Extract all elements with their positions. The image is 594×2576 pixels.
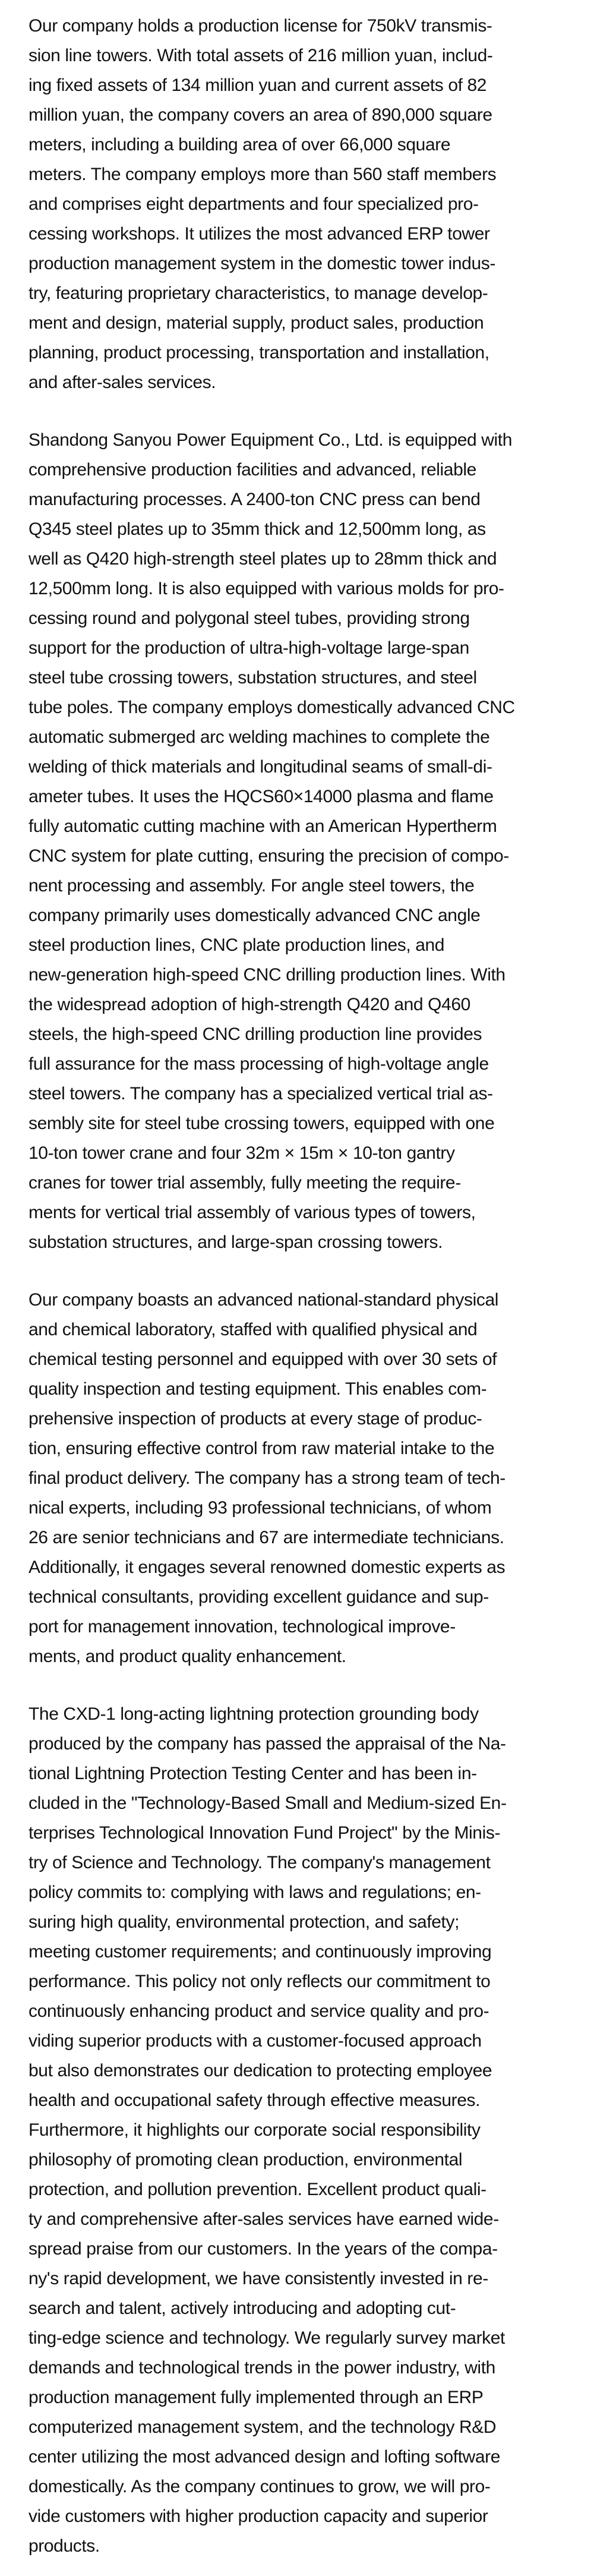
document-text <box>29 11 574 2561</box>
text-line: steel production lines, CNC plate production lines, and <box>29 935 445 955</box>
text-line: demands and technological trends in the power industry, with <box>29 2358 495 2378</box>
text-line: port for management innovation, technological improve- <box>29 1617 456 1637</box>
text-line: ment and design, material supply, product sales, production <box>29 313 484 333</box>
text-line: Our company boasts an advanced national-standard physical <box>29 1290 499 1310</box>
text-line: nical experts, including 93 professional technicians, of whom <box>29 1498 492 1518</box>
text-line: 26 are senior technicians and 67 are intermediate technicians. <box>29 1528 504 1547</box>
text-line: substation structures, and large-span crossing towers. <box>29 1232 443 1252</box>
text-line: ting-edge science and technology. We regularly survey market <box>29 2328 505 2348</box>
text-line: continuously enhancing product and service quality and pro- <box>29 2001 489 2021</box>
text-line: production management system in the domestic tower indus- <box>29 254 495 273</box>
text-line: policy commits to: complying with laws and regulations; en- <box>29 1883 481 1902</box>
text-line: cluded in the "Technology-Based Small and Medium-sized En- <box>29 1793 507 1813</box>
text-line: and after-sales services. <box>29 373 216 392</box>
text-line: meters, including a building area of over 66,000 square <box>29 135 451 155</box>
text-line: Our company holds a production license for 750kV transmis- <box>29 16 492 36</box>
text-line: spread praise from our customers. In the years of the compa- <box>29 2239 498 2259</box>
text-line: Q345 steel plates up to 35mm thick and 12,500mm long, as <box>29 519 486 539</box>
text-line: sion line towers. With total assets of 216 million yuan, includ- <box>29 46 493 65</box>
text-line: 10-ton tower crane and four 32m × 15m × 10-ton gantry <box>29 1143 455 1163</box>
paragraph <box>29 1285 574 1672</box>
text-line: ty and comprehensive after-sales services have earned wide- <box>29 2209 499 2229</box>
text-line: production management fully implemented through an ERP <box>29 2388 484 2407</box>
text-line: steels, the high-speed CNC drilling production line provides <box>29 1024 482 1044</box>
text-line: sembly site for steel tube crossing towers, equipped with one <box>29 1114 495 1133</box>
text-line: viding superior products with a customer-focused approach <box>29 2031 482 2051</box>
text-line: welding of thick materials and longitudinal seams of small-di- <box>29 757 492 777</box>
text-line: final product delivery. The company has a strong team of tech- <box>29 1468 505 1488</box>
text-line: ments for vertical trial assembly of various types of towers, <box>29 1203 476 1222</box>
text-line: suring high quality, environmental protection, and safety; <box>29 1912 460 1932</box>
text-line: steel tube crossing towers, substation structures, and steel <box>29 668 477 688</box>
text-line: Additionally, it engages several renowned domestic experts as <box>29 1557 505 1577</box>
text-line: comprehensive production facilities and advanced, reliable <box>29 460 476 480</box>
text-line: planning, product processing, transportation and installation, <box>29 343 489 362</box>
paragraph <box>29 11 574 398</box>
text-line: full assurance for the mass processing of high-voltage angle <box>29 1054 489 1074</box>
text-line: automatic submerged arc welding machines to complete the <box>29 727 490 747</box>
text-line: philosophy of promoting clean production, environmental <box>29 2150 463 2170</box>
text-line: ing fixed assets of 134 million yuan and current assets of 82 <box>29 75 487 95</box>
text-line: ny's rapid development, we have consistently invested in re- <box>29 2269 488 2288</box>
text-line: and comprises eight departments and four specialized pro- <box>29 194 479 214</box>
text-line: ments, and product quality enhancement. <box>29 1647 346 1666</box>
text-line: million yuan, the company covers an area of 890,000 square <box>29 105 492 125</box>
text-line: new-generation high-speed CNC drilling production lines. With <box>29 965 505 985</box>
text-line: vide customers with higher production capacity and superior <box>29 2506 488 2526</box>
text-line: fully automatic cutting machine with an American Hypertherm <box>29 816 497 836</box>
text-line: center utilizing the most advanced design and lofting software <box>29 2447 501 2467</box>
paragraph <box>29 1700 574 2561</box>
text-line: health and occupational safety through effective measures. <box>29 2091 481 2110</box>
text-line: search and talent, actively introducing and adopting cut- <box>29 2298 456 2318</box>
text-line: Shandong Sanyou Power Equipment Co., Ltd. is equipped with <box>29 430 513 450</box>
text-line: tion, ensuring effective control from raw material intake to the <box>29 1439 495 1458</box>
text-line: chemical testing personnel and equipped with over 30 sets of <box>29 1350 497 1369</box>
text-line: nent processing and assembly. For angle steel towers, the <box>29 876 475 896</box>
text-line: CNC system for plate cutting, ensuring the precision of compo- <box>29 846 509 866</box>
text-line: meters. The company employs more than 560 staff members <box>29 165 497 184</box>
text-line: steel towers. The company has a specialized vertical trial as- <box>29 1084 493 1103</box>
text-line: terprises Technological Innovation Fund Project" by the Minis- <box>29 1823 501 1843</box>
text-line: tube poles. The company employs domestically advanced CNC <box>29 698 515 717</box>
text-line: the widespread adoption of high-strength Q420 and Q460 <box>29 995 470 1014</box>
text-line: Furthermore, it highlights our corporate social responsibility <box>29 2120 481 2140</box>
text-line: well as Q420 high-strength steel plates up to 28mm thick and <box>29 549 497 569</box>
text-line: technical consultants, providing excellent guidance and sup- <box>29 1587 489 1607</box>
text-line: support for the production of ultra-high-voltage large-span <box>29 638 469 658</box>
text-line: tional Lightning Protection Testing Center and has been in- <box>29 1764 477 1783</box>
text-line: quality inspection and testing equipment. This enables com- <box>29 1379 487 1399</box>
text-line: 12,500mm long. It is also equipped with various molds for pro- <box>29 579 504 598</box>
text-line: company primarily uses domestically advanced CNC angle <box>29 906 481 925</box>
text-line: computerized management system, and the technology R&D <box>29 2417 497 2437</box>
text-line: cessing round and polygonal steel tubes, providing strong <box>29 608 470 628</box>
text-line: products. <box>29 2536 100 2556</box>
text-line: try of Science and Technology. The company's management <box>29 1853 491 1872</box>
text-line: but also demonstrates our dedication to protecting employee <box>29 2061 492 2080</box>
text-line: cessing workshops. It utilizes the most advanced ERP tower <box>29 224 490 244</box>
text-line: cranes for tower trial assembly, fully meeting the require- <box>29 1173 461 1193</box>
text-line: and chemical laboratory, staffed with qualified physical and <box>29 1320 478 1339</box>
text-line: ameter tubes. It uses the HQCS60×14000 plasma and flame <box>29 787 494 806</box>
text-line: performance. This policy not only reflects our commitment to <box>29 1972 491 1991</box>
text-line: prehensive inspection of products at every stage of produc- <box>29 1409 482 1429</box>
text-line: manufacturing processes. A 2400-ton CNC press can bend <box>29 490 481 509</box>
text-line: protection, and pollution prevention. Excellent product quali- <box>29 2180 486 2199</box>
text-line: produced by the company has passed the appraisal of the Na- <box>29 1734 506 1754</box>
text-line: try, featuring proprietary characteristics, to manage develop- <box>29 283 488 303</box>
text-line: The CXD-1 long-acting lightning protection grounding body <box>29 1704 479 1724</box>
text-line: meeting customer requirements; and continuously improving <box>29 1942 492 1962</box>
paragraph <box>29 425 574 1257</box>
text-line: domestically. As the company continues to grow, we will pro- <box>29 2477 491 2496</box>
